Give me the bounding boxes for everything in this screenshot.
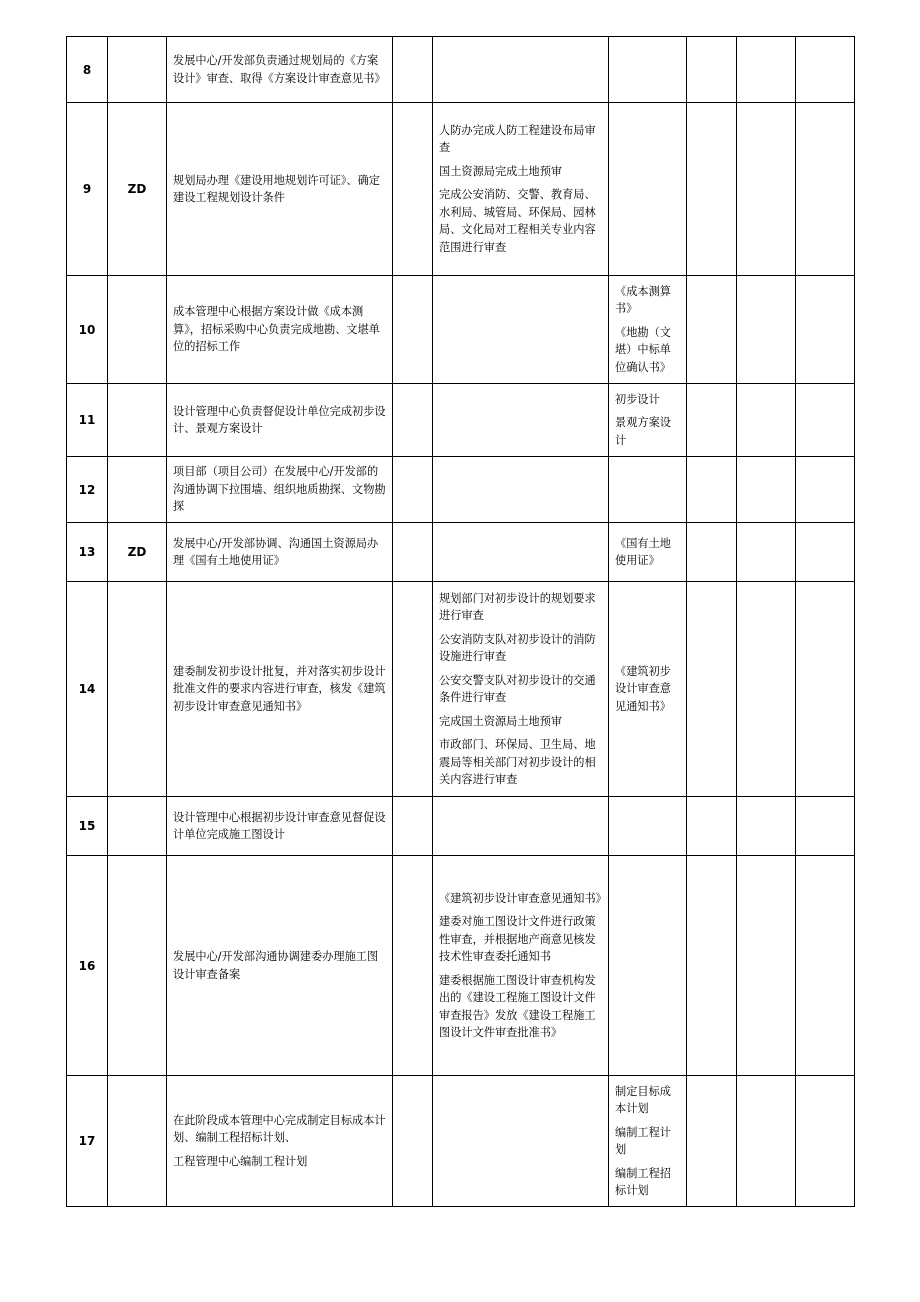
empty-cell — [796, 384, 855, 457]
dept-cell — [433, 276, 609, 384]
row-number: 13 — [67, 523, 108, 582]
empty-cell — [687, 797, 737, 856]
doc-text: 制定目标成本计划 — [615, 1084, 671, 1115]
empty-cell — [796, 276, 855, 384]
empty-cell — [737, 797, 796, 856]
dept-cell — [433, 1076, 609, 1207]
row-number: 10 — [67, 276, 108, 384]
docs-cell — [609, 523, 687, 582]
empty-cell — [687, 276, 737, 384]
task-cell — [167, 582, 393, 797]
docs-cell — [609, 457, 687, 523]
empty-cell — [737, 384, 796, 457]
row-mark: ZD — [108, 103, 167, 276]
docs-cell — [609, 856, 687, 1076]
docs-cell — [609, 276, 687, 384]
empty-cell — [796, 1076, 855, 1207]
row-number: 17 — [67, 1076, 108, 1207]
dept-text: 公安消防支队对初步设计的消防设施进行审查 — [439, 632, 596, 663]
row-mark — [108, 582, 167, 797]
task-text: 设计管理中心负责督促设计单位完成初步设计、景观方案设计 — [173, 404, 386, 435]
task-cell — [167, 37, 393, 103]
row-mark — [108, 797, 167, 856]
dept-text: 建委根据施工图设计审查机构发出的《建设工程施工图设计文件审查报告》发放《建设工程施工图设计文件审查批准书》 — [439, 973, 596, 1039]
row-number: 9 — [67, 103, 108, 276]
docs-cell — [609, 582, 687, 797]
dept-cell — [433, 457, 609, 523]
dept-text: 国土资源局完成土地预审 — [439, 164, 563, 178]
empty-cell — [687, 384, 737, 457]
table-row — [67, 37, 855, 103]
row-number: 12 — [67, 457, 108, 523]
dept-cell — [433, 384, 609, 457]
empty-cell — [393, 797, 433, 856]
docs-cell — [609, 384, 687, 457]
task-text: 设计管理中心根据初步设计审查意见督促设计单位完成施工图设计 — [173, 810, 386, 841]
row-mark — [108, 856, 167, 1076]
task-text: 在此阶段成本管理中心完成制定目标成本计划、编制工程招标计划、 — [173, 1113, 386, 1145]
task-text: 项目部（项目公司）在发展中心/开发部的沟通协调下拉围墙、组织地质勘探、文物勘探 — [173, 465, 386, 514]
table-row — [67, 276, 855, 384]
row-mark — [108, 457, 167, 523]
process-table — [66, 36, 855, 1207]
doc-text: 《建筑初步设计审查意见通知书》 — [615, 664, 671, 713]
row-mark — [108, 276, 167, 384]
table-row — [67, 523, 855, 582]
empty-cell — [687, 856, 737, 1076]
dept-text: 人防办完成人防工程建设布局审查 — [439, 123, 596, 155]
task-cell — [167, 523, 393, 582]
empty-cell — [393, 276, 433, 384]
dept-text: 规划部门对初步设计的规划要求进行审查 — [439, 591, 596, 622]
empty-cell — [796, 37, 855, 103]
docs-cell — [609, 1076, 687, 1207]
task-cell — [167, 103, 393, 276]
doc-text: 《国有土地使用证》 — [615, 536, 671, 567]
empty-cell — [737, 103, 796, 276]
empty-cell — [687, 582, 737, 797]
row-number: 8 — [67, 37, 108, 103]
task-text: 规划局办理《建设用地规划许可证》、确定建设工程规划设计条件 — [173, 173, 380, 204]
dept-text: 《建筑初步设计审查意见通知书》 — [439, 891, 607, 905]
dept-text: 完成国土资源局土地预审 — [439, 714, 563, 728]
dept-cell — [433, 523, 609, 582]
empty-cell — [737, 856, 796, 1076]
task-text: 工程管理中心编制工程计划 — [173, 1154, 308, 1168]
row-number: 15 — [67, 797, 108, 856]
row-mark — [108, 384, 167, 457]
task-cell — [167, 384, 393, 457]
doc-text: 初步设计 — [615, 392, 660, 406]
task-text: 建委制发初步设计批复，并对落实初步设计批准文件的要求内容进行审查，核发《建筑初步设计审查意见通知书》 — [173, 664, 386, 713]
empty-cell — [393, 384, 433, 457]
empty-cell — [737, 37, 796, 103]
task-cell — [167, 276, 393, 384]
empty-cell — [737, 523, 796, 582]
empty-cell — [796, 797, 855, 856]
empty-cell — [687, 523, 737, 582]
empty-cell — [796, 856, 855, 1076]
row-number: 16 — [67, 856, 108, 1076]
empty-cell — [737, 276, 796, 384]
empty-cell — [737, 1076, 796, 1207]
empty-cell — [393, 37, 433, 103]
empty-cell — [393, 1076, 433, 1207]
row-mark — [108, 37, 167, 103]
empty-cell — [687, 1076, 737, 1207]
empty-cell — [796, 582, 855, 797]
dept-cell — [433, 582, 609, 797]
dept-cell — [433, 103, 609, 276]
dept-text: 市政部门、环保局、卫生局、地震局等相关部门对初步设计的相关内容进行审查 — [439, 738, 596, 786]
empty-cell — [737, 582, 796, 797]
task-cell — [167, 856, 393, 1076]
row-mark: ZD — [108, 523, 167, 582]
docs-cell — [609, 797, 687, 856]
table-row — [67, 384, 855, 457]
task-cell — [167, 797, 393, 856]
table-row — [67, 797, 855, 856]
empty-cell — [393, 582, 433, 797]
empty-cell — [796, 457, 855, 523]
dept-text: 完成公安消防、交警、教育局、水利局、城管局、环保局、园林局、文化局对工程相关专业内容范围进行审查 — [439, 188, 596, 254]
table-row — [67, 856, 855, 1076]
dept-cell — [433, 856, 609, 1076]
table-row — [67, 582, 855, 797]
row-number: 11 — [67, 384, 108, 457]
doc-text: 编制工程计划 — [615, 1125, 671, 1156]
empty-cell — [393, 457, 433, 523]
empty-cell — [393, 856, 433, 1076]
empty-cell — [796, 523, 855, 582]
dept-cell — [433, 37, 609, 103]
dept-cell — [433, 797, 609, 856]
doc-text: 《地勘（文堪）中标单位确认书》 — [615, 325, 671, 374]
dept-text: 公安交警支队对初步设计的交通条件进行审查 — [439, 673, 596, 704]
doc-text: 编制工程招标计划 — [615, 1166, 671, 1197]
dept-text: 建委对施工图设计文件进行政策性审查，并根据地产商意见核发技术性审查委托通知书 — [439, 915, 596, 963]
task-cell — [167, 457, 393, 523]
docs-cell — [609, 103, 687, 276]
empty-cell — [796, 103, 855, 276]
empty-cell — [393, 523, 433, 582]
doc-text: 《成本测算书》 — [615, 284, 671, 316]
task-text: 成本管理中心根据方案设计做《成本测算》，招标采购中心负责完成地勘、文堪单位的招标工作 — [173, 305, 380, 354]
empty-cell — [393, 103, 433, 276]
empty-cell — [687, 103, 737, 276]
table-row — [67, 1076, 855, 1207]
row-number: 14 — [67, 582, 108, 797]
empty-cell — [687, 37, 737, 103]
task-text: 发展中心/开发部协调、沟通国土资源局办理《国有土地使用证》 — [173, 536, 379, 567]
task-cell — [167, 1076, 393, 1207]
task-text: 发展中心/开发部负责通过规划局的《方案设计》审查、取得《方案设计审查意见书》 — [173, 54, 386, 85]
task-text: 发展中心/开发部沟通协调建委办理施工图设计审查备案 — [173, 950, 379, 981]
doc-text: 景观方案设计 — [615, 416, 671, 447]
empty-cell — [687, 457, 737, 523]
empty-cell — [737, 457, 796, 523]
row-mark — [108, 1076, 167, 1207]
table-row — [67, 457, 855, 523]
table-row — [67, 103, 855, 276]
docs-cell — [609, 37, 687, 103]
